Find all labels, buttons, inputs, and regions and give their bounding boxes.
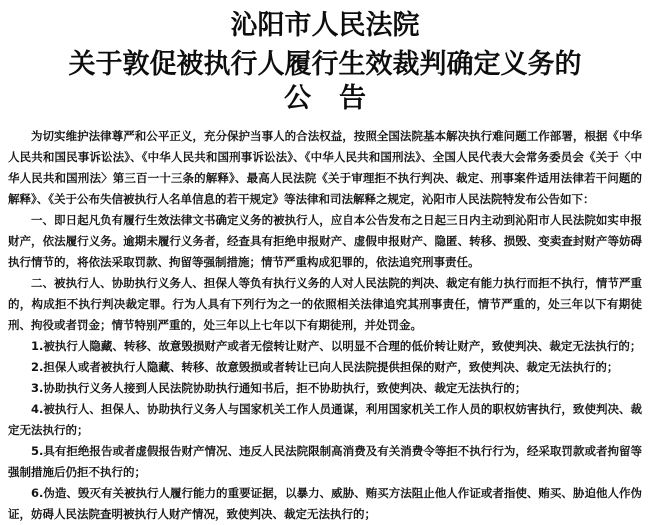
court-name: 沁阳市人民法院 xyxy=(230,10,420,41)
list-item: 5.具有拒绝报告或者虚假报告财产情况、违反人民法院限制高消费及有关消费令等拒不执行行为，经采取罚款或者拘留等强制措施后仍拒不执行的； xyxy=(8,444,642,479)
list-item: 2.担保人或者被执行人隐藏、转移、故意毁损或者转让已向人民法院提供担保的财产，致使判决、裁定无法执行的； xyxy=(31,360,619,374)
section-one-paragraph: 一、即日起凡负有履行生效法律文书确定义务的被执行人，应自本公告发布之日起三日内主动到沁阳市人民法院如实申报财产，依法履行义务。逾期未履行义务者，经查具有拒绝申报财产、虚假申报财产、隐匿、转移、损毁、变卖查封财产等妨碍执行情节的，将依法采取罚款、拘留等强制措施；情节严重构成犯罪的，依法追究刑事责任。 xyxy=(8,213,642,269)
section-two-paragraph: 二、被执行人、协助执行义务人、担保人等负有执行义务的人对人民法院的判决、裁定有能力执行而拒不执行，情节严重的，构成拒不执行判决裁定罪。行为人具有下列行为之一的依照相关法律追究其刑事责任，情节严重的，处三年以下有期徒刑、拘役或者罚金；情节特别严重的，处三年以上七年以下有期徒刑，并处罚金。 xyxy=(8,276,642,332)
notice-heading: 关于敦促被执行人履行生效裁判确定义务的 xyxy=(68,49,582,80)
list-item: 6.伪造、毁灭有关被执行人履行能力的重要证据，以暴力、威胁、贿买方法阻止他人作证或者指使、贿买、胁迫他人作伪证，妨碍人民法院查明被执行人财产情况，致使判决、裁定无法执行的； xyxy=(8,486,642,521)
notice-body xyxy=(0,116,650,525)
notice-subheading: 公告 xyxy=(284,83,394,114)
list-item: 1.被执行人隐藏、转移、故意毁损财产或者无偿转让财产、以明显不合理的低价转让财产，致使判决、裁定无法执行的； xyxy=(31,339,642,353)
intro-paragraph: 为切实维护法律尊严和公平正义，充分保护当事人的合法权益，按照全国法院基本解决执行难问题工作部署，根据《中华人民共和国民事诉讼法》、《中华人民共和国刑事诉讼法》、《中华人民共和国刑法》、全国人民代表大会常务委员会《关于〈中华人民共和国刑法〉第三百一十三条的解释》、最高人民法院《关于审理拒不执行判决、裁定、刑事案件适用法律若干问题的解释》、《关于公布失信被执行人名单信息的若干规定》等法律和司法解释之规定，沁阳市人民法院特发布公告如下： xyxy=(8,129,642,206)
list-item: 3.协助执行义务人接到人民法院协助执行通知书后，拒不协助执行，致使判决、裁定无法执行的； xyxy=(31,381,527,395)
list-item: 4.被执行人、担保人、协助执行义务人与国家机关工作人员通谋，利用国家机关工作人员的职权妨害执行，致使判决、裁定无法执行的； xyxy=(8,402,642,437)
